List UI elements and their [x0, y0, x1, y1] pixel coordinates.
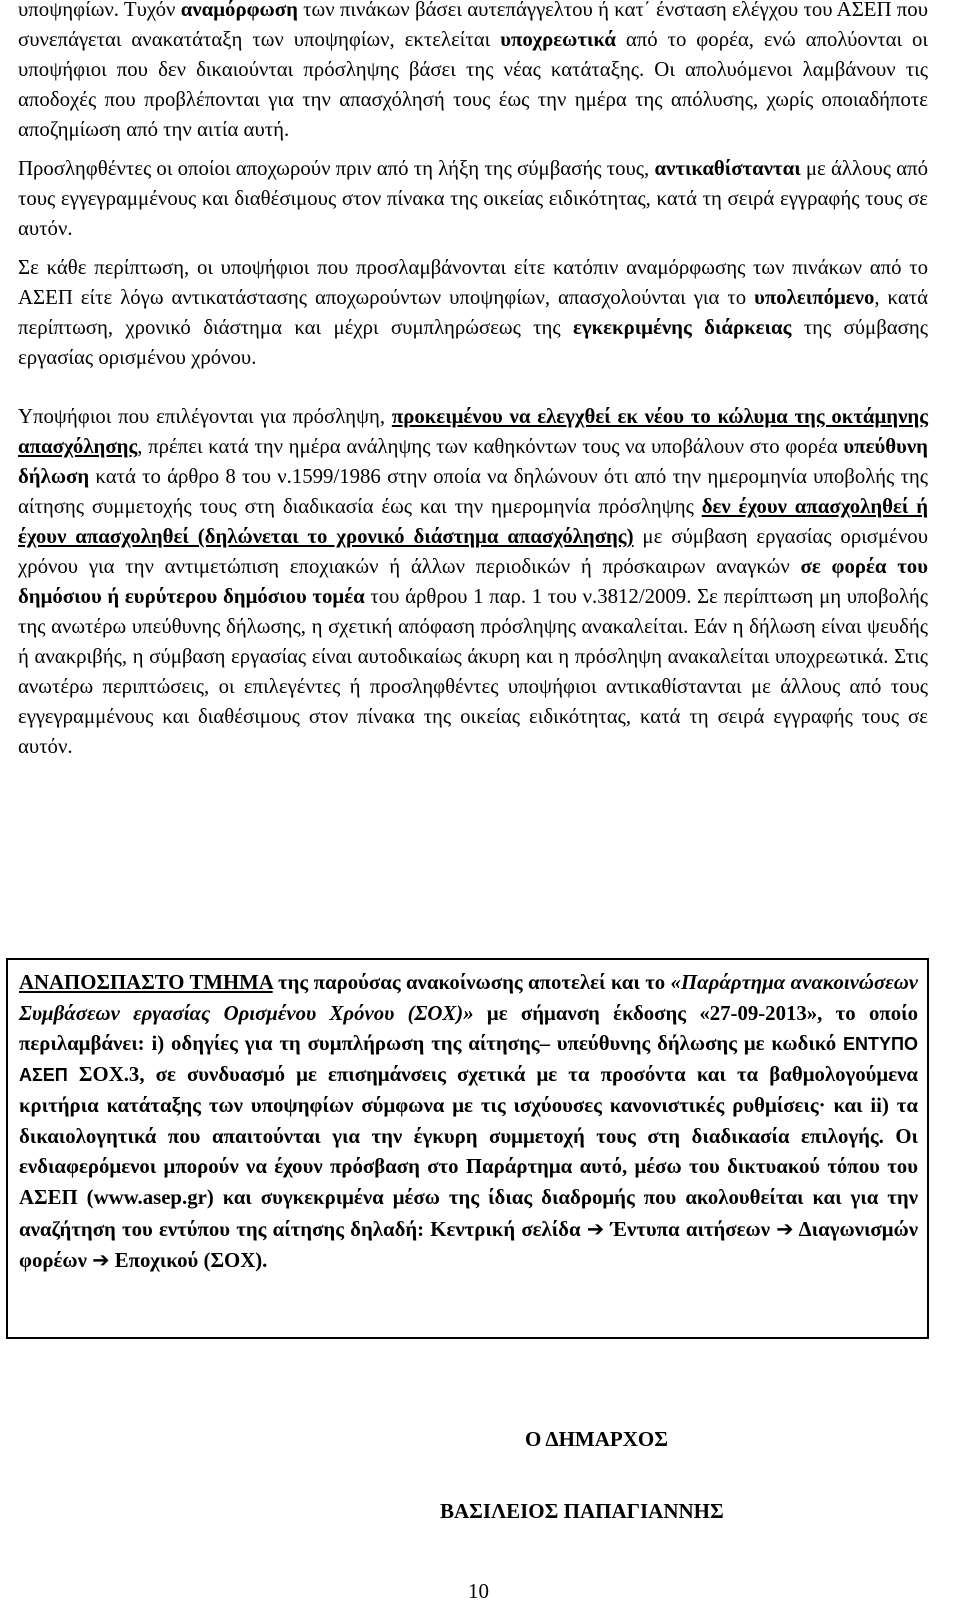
- text-run: , κατά περίπτωση, χρονικό διάστημα και μέχρι συμπληρώσεως της: [18, 286, 928, 339]
- text-run: από το φορέα, ενώ απολύονται οι υποψήφιοι που δεν δικαιούνται πρόσληψης βάσει της νέας κατάταξης. Οι απολυόμενοι λαμβάνουν τις αποδοχές που προβλέπονται για την απασχόλησή τους έως την ημέρα της απόλυσης, χωρίς οποιαδήποτε αποζημίωση από την αιτία αυτή.: [18, 28, 928, 141]
- arrow-right-icon: ➔: [92, 1248, 110, 1273]
- box-heading: ΑΝΑΠΟΣΠΑΣΤΟ ΤΜΗΜΑ: [19, 971, 273, 994]
- text-run: κατά το άρθρο 8 του ν.1599/1986 στην οποία να δηλώνουν ότι από την ημερομηνία υποβολής της αίτησης συμμετοχής τους στη διαδικασία έως και την ημερομηνία πρόσληψης: [18, 465, 928, 518]
- text-run: Υποψήφιοι που επιλέγονται για πρόσληψη,: [18, 405, 392, 428]
- text-run: της παρούσας ανακοίνωσης αποτελεί και το: [272, 971, 671, 994]
- text-run: υποψηφίων. Τυχόν: [18, 0, 181, 21]
- bold-term: υπολειπόμενο: [754, 286, 875, 309]
- text-run: με σύμβαση εργασίας ορισμένου χρόνου για την αντιμετώπιση εποχιακών ή άλλων περιοδικών ή πρόσκαιρων αναγκών: [18, 525, 928, 578]
- page-number: 10: [468, 1579, 489, 1603]
- text-run: των πινάκων βάσει αυτεπάγγελτου ή κατ΄ ένσταση ελέγχου του ΑΣΕΠ που συνεπάγεται ανακατάταξη των υποψηφίων, εκτελείται: [18, 0, 928, 51]
- text-run: Έντυπα αιτήσεων: [604, 1217, 777, 1241]
- bold-term: υπεύθυνη δήλωση: [18, 435, 928, 488]
- text-run: , πρέπει κατά την ημέρα ανάληψης των καθηκόντων τους να υποβάλουν στο φορέα: [137, 435, 844, 458]
- bold-term: αναμόρφωση: [180, 0, 298, 21]
- signature-title: Ο ΔΗΜΑΡΧΟΣ: [525, 1427, 668, 1451]
- bold-term: υποχρεωτικά: [500, 28, 616, 51]
- signature-name: ΒΑΣΙΛΕΙΟΣ ΠΑΠΑΓΙΑΝΝΗΣ: [440, 1499, 724, 1523]
- document-body: [18, 0, 928, 762]
- text-run: της σύμβασης εργασίας ορισμένου χρόνου.: [18, 316, 928, 369]
- bold-underlined-term: δεν έχουν απασχοληθεί ή έχουν απασχοληθεί (δηλώνεται το χρονικό διάστημα απασχόλησης): [18, 495, 929, 548]
- arrow-right-icon: ➔: [586, 1216, 605, 1241]
- bold-term: αντικαθίστανται: [654, 157, 801, 180]
- paragraph-replacement: [18, 154, 928, 244]
- text-run: με σήμανση έκδοσης «27-09-2013», το οποίο περιλαμβάνει: i) οδηγίες για τη συμπλήρωση της αίτησης– υπεύθυνης δήλωσης με κωδικό: [19, 1001, 918, 1056]
- text-run: του άρθρου 1 παρ. 1 του ν.3812/2009. Σε περίπτωση μη υποβολής της ανωτέρω υπεύθυνης δήλωσης, η σχετική απόφαση πρόσληψης ανακαλείται. Εάν η δήλωση είναι ψευδής ή ανακριβής, η σύμβαση εργασίας είναι αυτοδικαίως άκυρη και η πρόσληψη ανακαλείται υποχρεωτικά. Στις ανωτέρω περιπτώσεις, οι επιλεγέντες ή προσληφθέντες υποψήφιοι αντικαθίστανται με άλλους από τους εγγεγραμμένους και διαθέσιμους στον πίνακα της οικείας ειδικότητας, κατά τη σειρά εγγραφής τους σε αυτόν.: [18, 585, 928, 758]
- text-run: Διαγωνισμών φορέων: [19, 1217, 918, 1273]
- paragraph-solemn-declaration: [18, 402, 928, 762]
- annex-title: «Παράρτημα ανακοινώσεων Συμβάσεων εργασίας Ορισμένου Χρόνου (ΣΟΧ)»: [19, 971, 918, 1025]
- text-run: Προσληφθέντες οι οποίοι αποχωρούν πριν από τη λήξη της σύμβασής τους,: [18, 157, 655, 180]
- bold-term: εγκεκριμένης διάρκειας: [573, 316, 792, 339]
- form-code: ΕΝΤΥΠΟ ΑΣΕΠ: [19, 1034, 918, 1086]
- paragraph-reformation: [18, 0, 928, 145]
- detachable-section-box: [6, 958, 929, 1339]
- paragraph-remaining-duration: [18, 253, 928, 373]
- text-run: με άλλους από τους εγγεγραμμένους και διαθέσιμους στον πίνακα της οικείας ειδικότητας, κατά τη σειρά εγγραφής τους σε αυτόν.: [18, 157, 928, 240]
- arrow-right-icon: ➔: [776, 1216, 794, 1241]
- text-run: Εποχικού (ΣΟΧ).: [109, 1249, 268, 1273]
- bold-term: σε φορέα του δημόσιου ή ευρύτερου δημόσιου τομέα: [18, 555, 928, 608]
- bold-underlined-term: προκειμένου να ελεγχθεί εκ νέου το κώλυμα της οκτάμηνης απασχόλησης: [18, 405, 928, 458]
- text-run: Σε κάθε περίπτωση, οι υποψήφιοι που προσλαμβάνονται είτε κατόπιν αναμόρφωσης των πινάκων από το ΑΣΕΠ είτε λόγω αντικατάστασης αποχωρούντων υποψηφίων, απασχολούνται για το: [18, 256, 928, 309]
- text-run: ΣΟΧ.3, σε συνδυασμό με επισημάνσεις σχετικά με τα προσόντα και τα βαθμολογούμενα κριτήρια κατάταξης των υποψηφίων σύμφωνα με τις ισχύουσες κανονιστικές ρυθμίσεις· και ii) τα δικαιολογητικά που απαιτούνται για την έγκυρη συμμετοχή τους στη διαδικασία επιλογής. Οι ενδιαφερόμενοι μπορούν να έχουν πρόσβαση στο Παράρτημα αυτό, μέσω του δικτυακού τόπου του ΑΣΕΠ (www.asep.gr) και συγκεκριμένα μέσω της ίδιας διαδρομής που ακολουθείται και για την αναζήτηση του εντύπου της αίτησης δηλαδή: Κεντρική σελίδα: [19, 1063, 918, 1241]
